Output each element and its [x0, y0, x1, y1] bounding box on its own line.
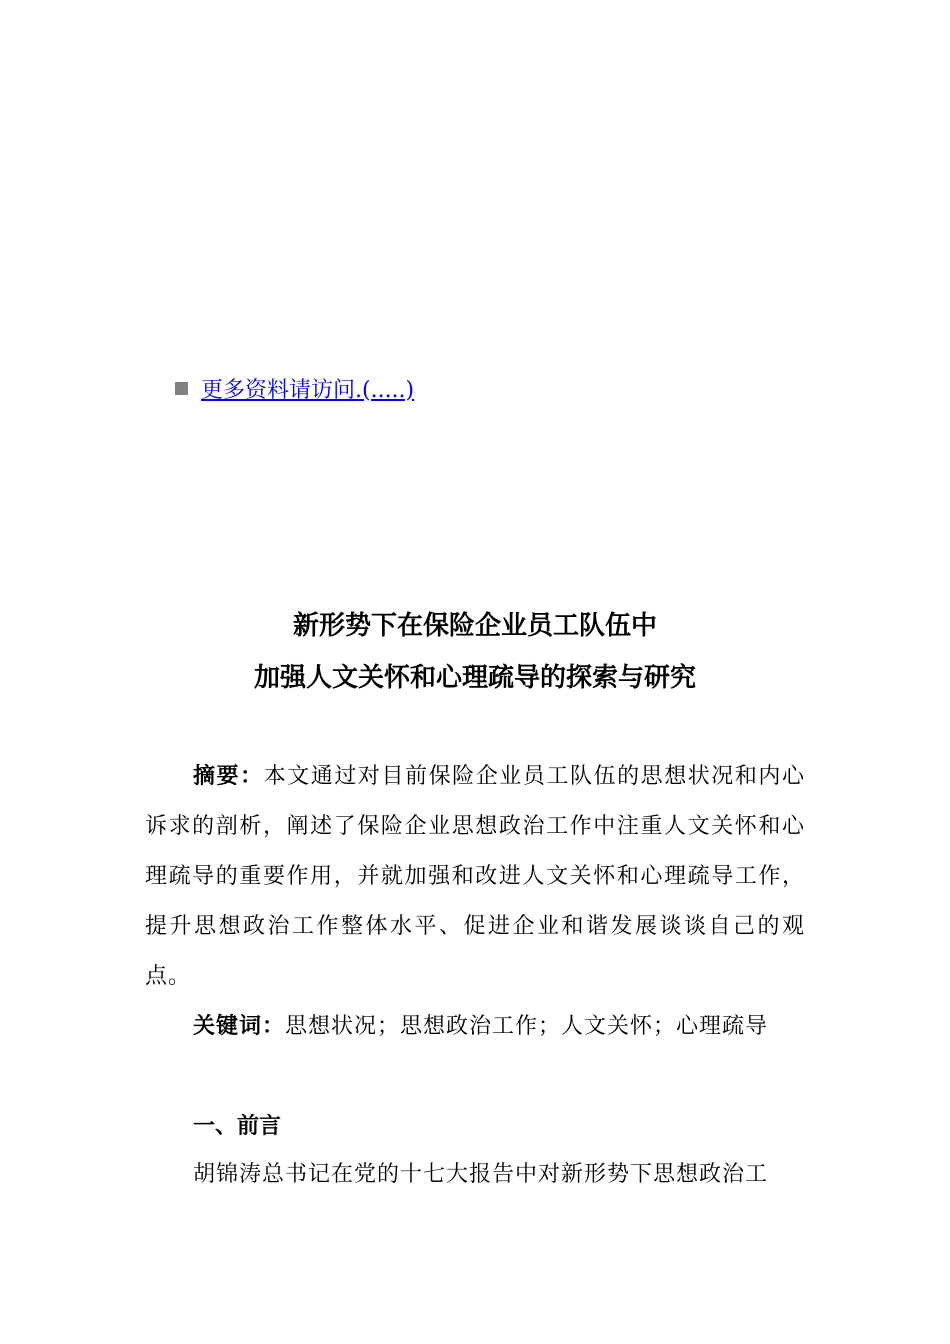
keywords-label: 关键词： — [193, 1014, 286, 1039]
keywords-paragraph — [193, 1002, 768, 1052]
keywords-text: 思想状况；思想政治工作；人文关怀；心理疏导 — [285, 1014, 769, 1039]
document-title-line-2: 加强人文关怀和心理疏导的探索与研究 — [253, 663, 696, 693]
document-title-line-1: 新形势下在保险企业员工队伍中 — [292, 611, 657, 641]
more-resources-link[interactable]: 更多资料请访问.(.....) — [201, 377, 415, 403]
abstract-label: 摘要： — [193, 764, 264, 789]
section-heading-preface: 一、前言 — [193, 1114, 282, 1139]
abstract-paragraph — [145, 752, 805, 1002]
resource-link-row — [175, 372, 414, 404]
square-bullet-icon — [175, 382, 188, 395]
abstract-text: 本文通过对目前保险企业员工队伍的思想状况和内心诉求的剖析，阐述了保险企业思想政治工作中注重人文关怀和心理疏导的重要作用，并就加强和改进人文关怀和心理疏导工作，提升思想政治工作整体水平、促进企业和谐发展谈谈自己的观点。 — [145, 764, 805, 989]
preface-first-line: 胡锦涛总书记在党的十七大报告中对新形势下思想政治工 — [193, 1162, 769, 1187]
